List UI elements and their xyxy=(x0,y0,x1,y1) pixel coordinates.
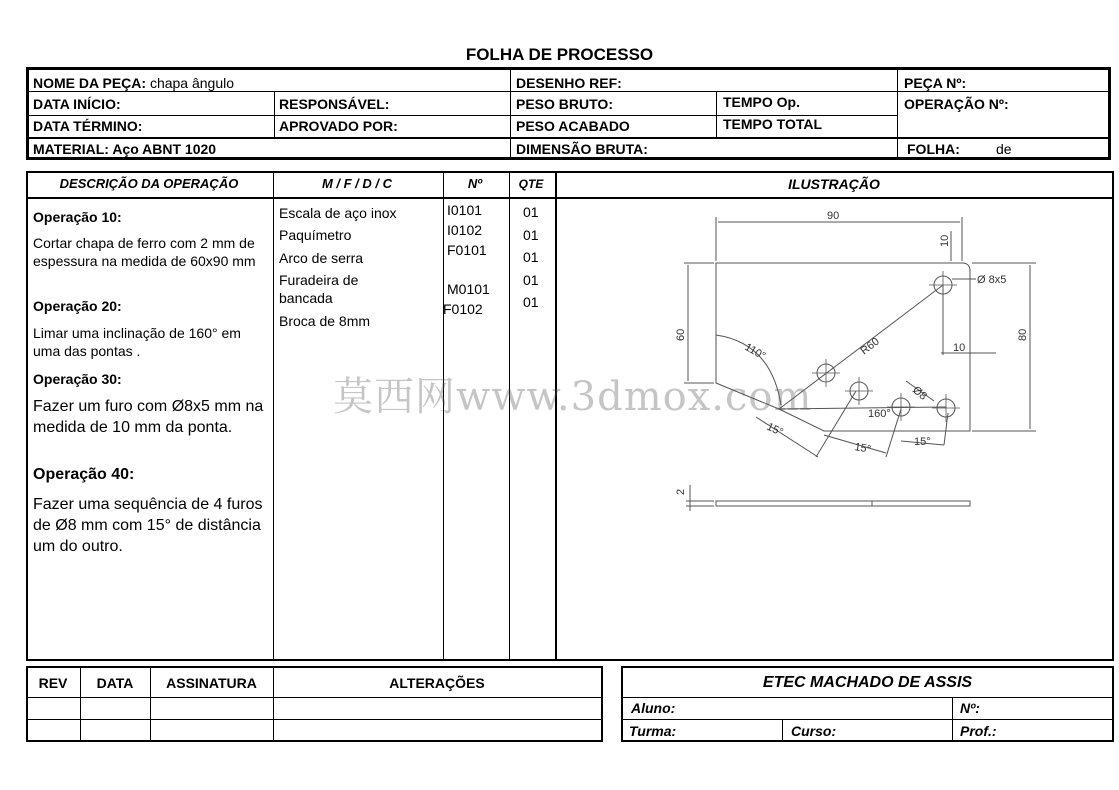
folha-label: FOLHA: xyxy=(907,141,960,157)
alteracoes-header: ALTERAÇÕES xyxy=(389,675,485,691)
dim-110: 110° xyxy=(742,341,768,363)
dim-160: 160° xyxy=(868,408,891,420)
curso-label: Curso: xyxy=(791,723,837,739)
dim-10-right: 10 xyxy=(953,342,966,354)
quantity: 01 xyxy=(523,227,539,243)
col-header-ilustracao: ILUSTRAÇÃO xyxy=(788,176,880,192)
folha-de-label: de xyxy=(996,141,1012,157)
col-header-mfdc: M / F / D / C xyxy=(321,176,393,191)
operation-30-text: Fazer um furo com Ø8x5 mm na medida de 10 mm da ponta. xyxy=(33,398,264,436)
tool-number: I0101 xyxy=(447,202,483,218)
col-header-qte: QTE xyxy=(518,177,544,191)
dim-15a: 15° xyxy=(764,420,785,439)
quantity: 01 xyxy=(523,294,539,310)
school-name: ETEC MACHADO DE ASSIS xyxy=(762,674,973,691)
tool-number: I0102 xyxy=(447,222,483,238)
data-termino-label: DATA TÉRMINO: xyxy=(33,118,143,134)
peso-acabado-label: PESO ACABADO xyxy=(516,118,630,134)
dim-60: 60 xyxy=(675,328,687,341)
operation-20-text: Limar uma inclinação de 160° em uma das pontas . xyxy=(33,325,241,359)
dimensao-bruta-label: DIMENSÃO BRUTA: xyxy=(516,141,648,157)
operation-10-text: Cortar chapa de ferro com 2 mm de espessura na medida de 60x90 mm xyxy=(33,235,256,269)
watermark: 莫西网www.3dmox.com xyxy=(333,374,813,420)
material-label: MATERIAL: Aço ABNT 1020 xyxy=(33,141,217,157)
tool-item: bancada xyxy=(279,290,333,306)
operation-20-title: Operação 20: xyxy=(33,298,122,314)
assinatura-header: ASSINATURA xyxy=(166,675,257,691)
col-header-no: Nº xyxy=(467,176,483,191)
aluno-label: Aluno: xyxy=(631,700,676,716)
no-label: Nº: xyxy=(960,700,980,716)
col-header-descricao: DESCRIÇÃO DA OPERAÇÃO xyxy=(59,176,239,191)
dim-80: 80 xyxy=(1017,328,1029,341)
tool-number: F0101 xyxy=(447,242,487,258)
peca-no-label: PEÇA Nº: xyxy=(904,75,967,91)
turma-label: Turma: xyxy=(629,723,677,739)
operation-30-title: Operação 30: xyxy=(33,371,122,387)
operation-10-title: Operação 10: xyxy=(33,209,122,225)
dim-90: 90 xyxy=(827,210,840,222)
quantity: 01 xyxy=(523,272,539,288)
page-title: FOLHA DE PROCESSO xyxy=(465,45,654,64)
tool-number: M0101 xyxy=(447,281,490,297)
nome-peca-field: NOME DA PEÇA: chapa ângulo xyxy=(33,75,235,91)
tool-item: Escala de aço inox xyxy=(279,205,397,221)
nome-peca-value: chapa ângulo xyxy=(149,75,235,91)
tempo-total-label: TEMPO TOTAL xyxy=(723,116,823,132)
desenho-ref-label: DESENHO REF: xyxy=(516,75,622,91)
dim-r60: R60 xyxy=(858,335,882,358)
aprovado-por-label: APROVADO POR: xyxy=(279,118,398,134)
dim-phi8: Ø8 xyxy=(910,384,930,403)
operacao-no-label: OPERAÇÃO Nº: xyxy=(904,96,1009,112)
tempo-op-label: TEMPO Op. xyxy=(723,94,800,110)
dim-15b: 15° xyxy=(853,441,872,456)
dim-10-top: 10 xyxy=(939,234,951,247)
data-header: DATA xyxy=(96,675,134,691)
technical-drawing xyxy=(556,195,1111,525)
operation-40-text: Fazer uma sequência de 4 furos de Ø8 mm com 15° de distância um do outro. xyxy=(33,496,263,555)
prof-label: Prof.: xyxy=(960,723,997,739)
tool-number: F0102 xyxy=(443,301,483,317)
data-inicio-label: DATA INÍCIO: xyxy=(33,96,121,112)
tool-item: Paquímetro xyxy=(279,227,352,243)
dim-15c: 15° xyxy=(914,436,931,448)
responsavel-label: RESPONSÁVEL: xyxy=(279,96,390,112)
tool-item: Broca de 8mm xyxy=(279,313,371,329)
dim-2: 2 xyxy=(675,488,687,495)
tool-item: Furadeira de xyxy=(279,272,359,288)
dim-hole: Ø 8x5 xyxy=(977,274,1007,286)
operation-40-title: Operação 40: xyxy=(33,466,135,483)
peso-bruto-label: PESO BRUTO: xyxy=(516,96,613,112)
rev-header: REV xyxy=(38,675,68,691)
tool-item: Arco de serra xyxy=(279,250,364,266)
quantity: 01 xyxy=(523,249,539,265)
quantity: 01 xyxy=(523,204,539,220)
